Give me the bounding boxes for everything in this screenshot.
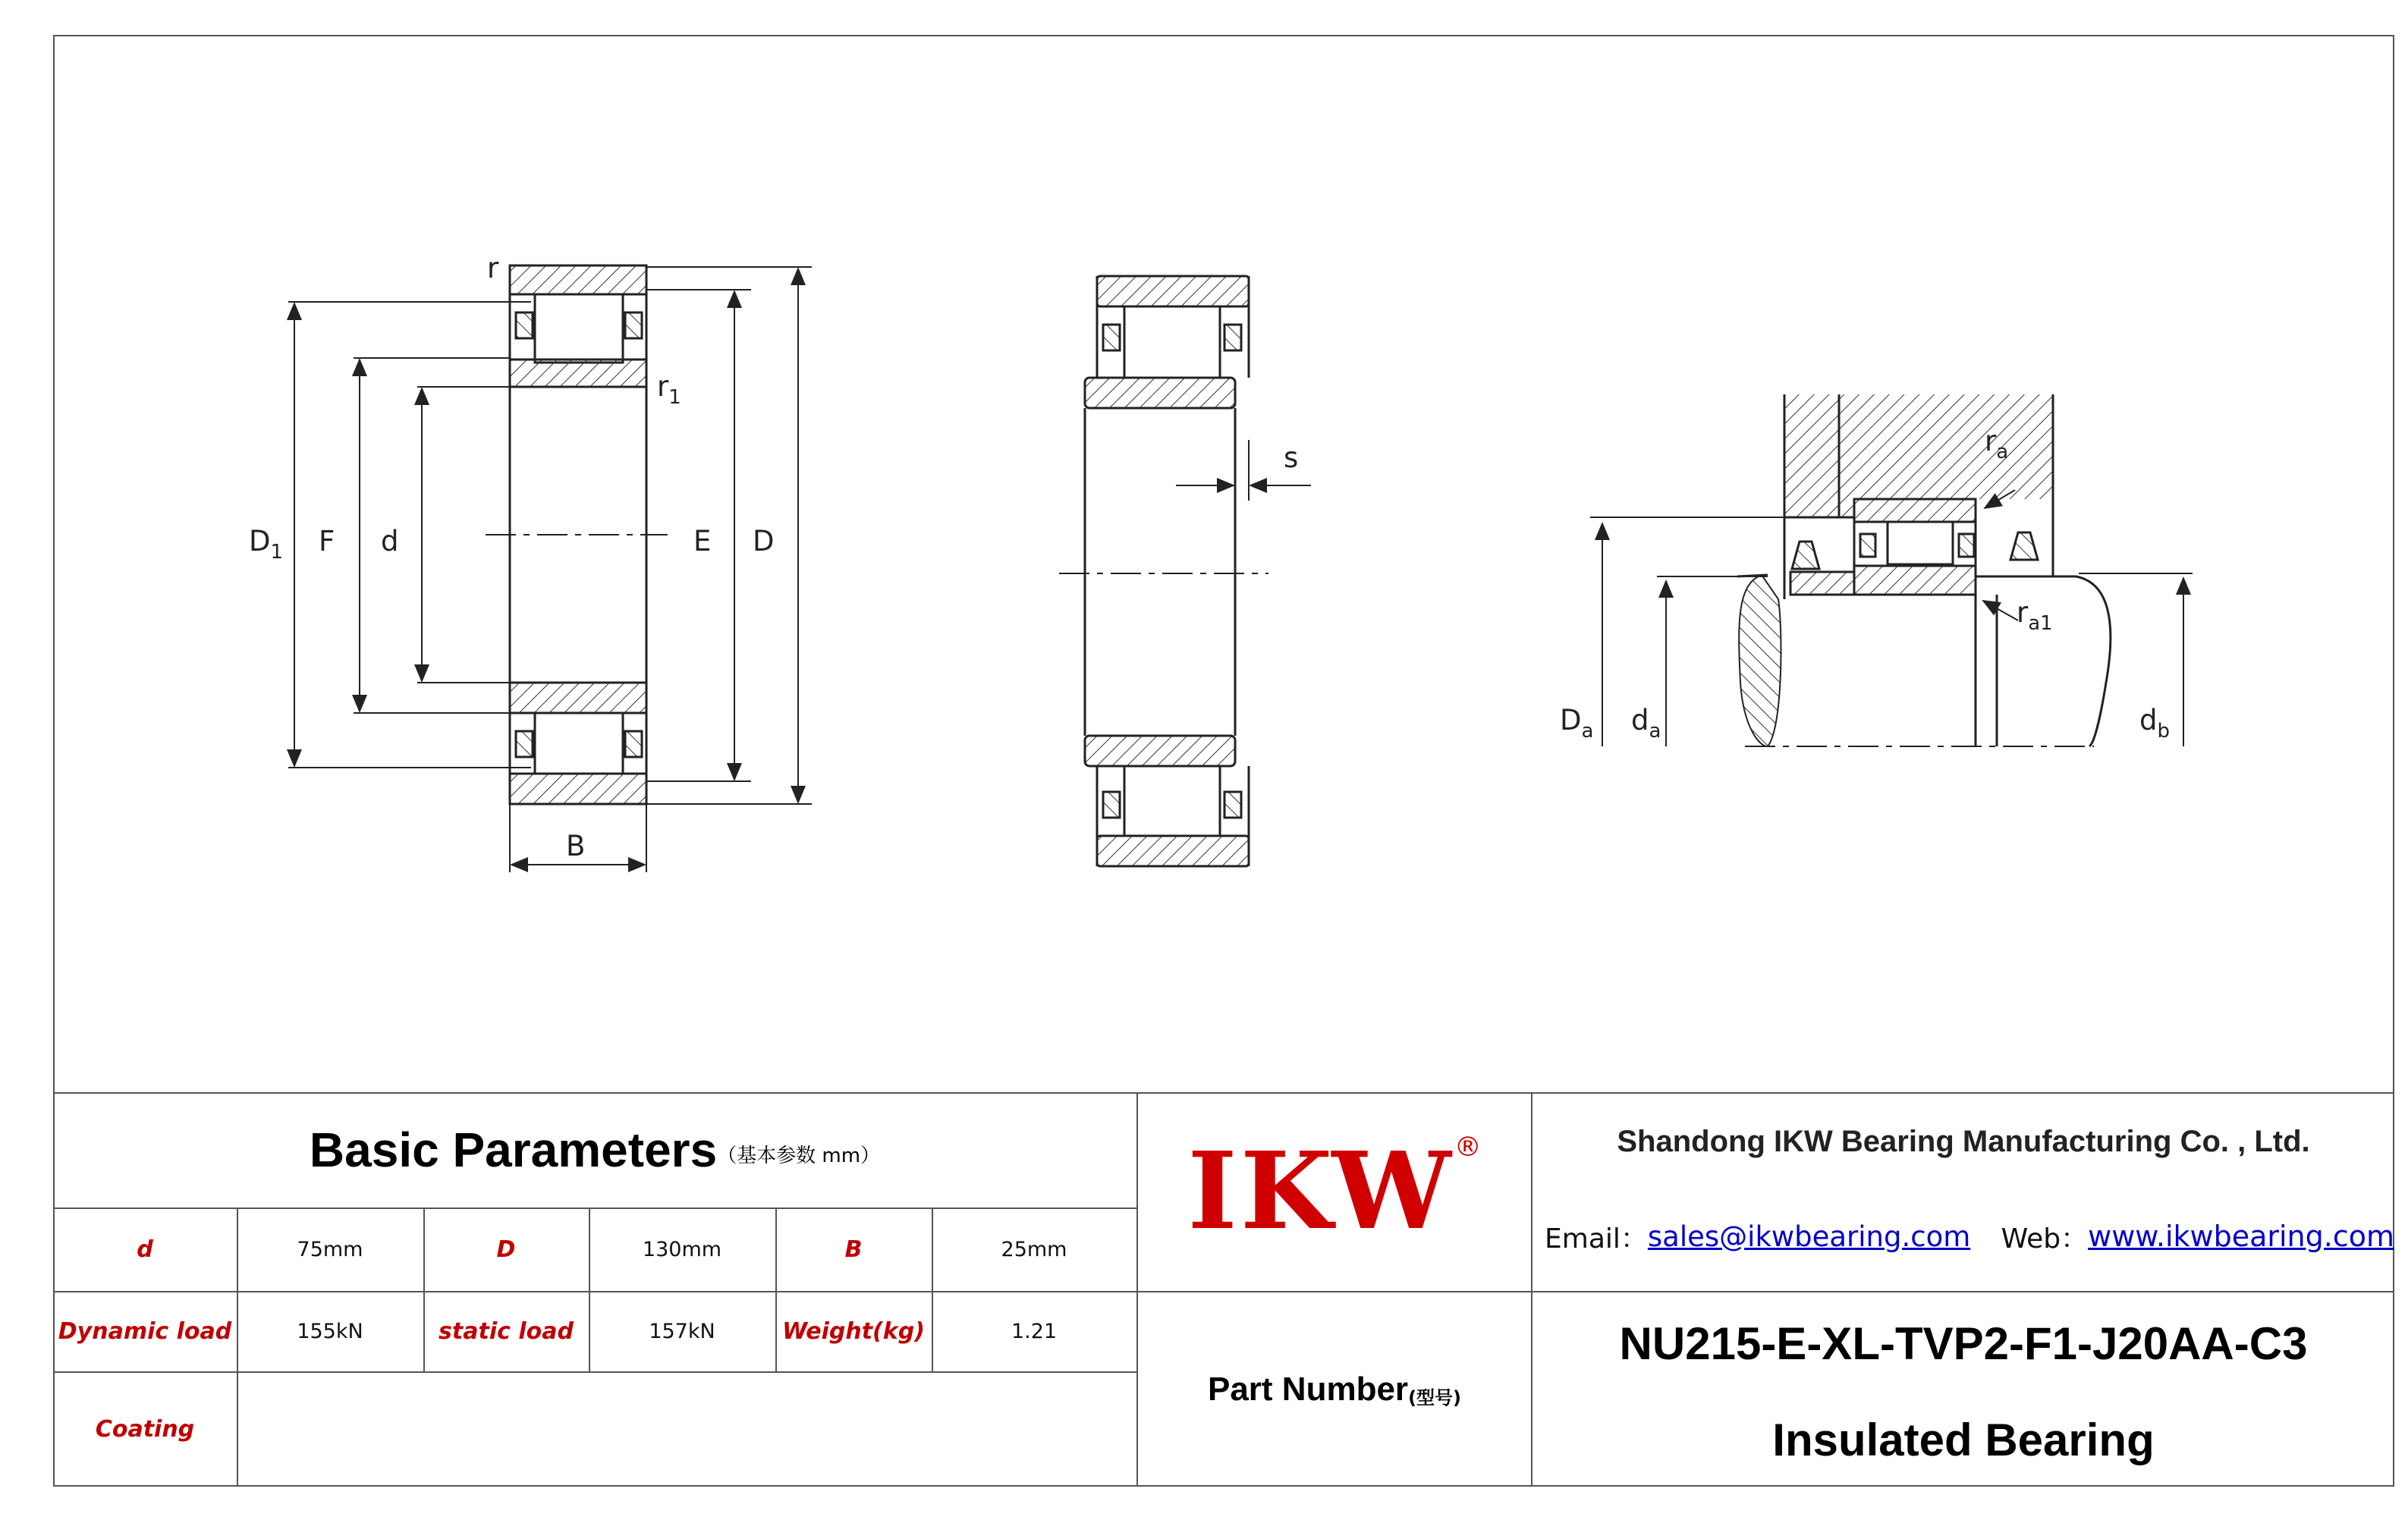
param-value-static-load: 157kN (649, 1319, 715, 1343)
param-label-dynamic-load: Dynamic load (58, 1317, 232, 1345)
param-label-coating: Coating (95, 1415, 195, 1443)
label-Da: $D_a$ (1560, 704, 1594, 743)
company-contacts (1533, 1183, 2394, 1289)
label-s: s (1284, 441, 1299, 474)
param-value-weight: 1.21 (1011, 1319, 1058, 1343)
label-db: $d_b$ (2139, 704, 2171, 743)
email-link[interactable]: sales@ikwbearing.com (1647, 1220, 1971, 1253)
ikw-logo (1138, 1092, 1531, 1291)
view-mounting (1737, 394, 2111, 746)
web-label: Web： (2001, 1223, 2089, 1255)
label-D1: $D_1$ (249, 525, 284, 564)
label-d: d (381, 525, 399, 557)
label-E: E (693, 525, 712, 557)
basic-parameters-title (53, 1092, 1136, 1208)
basic-parameters-note: （基本参数 mm） (717, 1145, 881, 1167)
param-label-static-load: static load (439, 1317, 574, 1345)
label-r1: $r_1$ (657, 370, 681, 409)
ikw-logo-text: IKW (1187, 1129, 1454, 1254)
part-number-value: NU215-E-XL-TVP2-F1-J20AA-C3 (1619, 1317, 2308, 1369)
company-name: Shandong IKW Bearing Manufacturing Co. , Ltd. (1617, 1124, 2310, 1158)
param-value-B: 25mm (1001, 1237, 1067, 1261)
label-ra: $r_a$ (1985, 425, 2009, 463)
label-D: D (753, 525, 775, 557)
title-block (53, 1092, 2394, 1487)
param-value-d: 75mm (297, 1237, 363, 1261)
view-cross-section (486, 265, 668, 804)
web-link[interactable]: www.ikwbearing.com (2088, 1220, 2394, 1253)
label-ra1: $r_{a1}$ (2017, 596, 2053, 635)
basic-parameters-heading: Basic Parameters (309, 1123, 718, 1177)
registered-mark: ® (1454, 1132, 1482, 1163)
part-number-label: Part Number (1207, 1371, 1409, 1408)
part-number-label-cell (1138, 1292, 1531, 1487)
label-F: F (319, 525, 335, 557)
param-label-D: D (496, 1236, 516, 1263)
label-B: B (566, 830, 586, 862)
label-r: r (487, 252, 499, 284)
param-value-coating (237, 1371, 1136, 1487)
param-label-B: B (844, 1236, 863, 1263)
view-axial-displacement (1059, 276, 1268, 866)
param-value-D: 130mm (642, 1237, 722, 1261)
param-label-weight: Weight(kg) (782, 1317, 925, 1345)
bearing-type: Insulated Bearing (1772, 1414, 2155, 1465)
email-label: Email： (1545, 1223, 1648, 1255)
label-da: $d_a$ (1631, 704, 1661, 743)
part-number-label-note: (型号) (1408, 1387, 1461, 1409)
param-value-dynamic-load: 155kN (297, 1319, 363, 1343)
param-label-d: d (137, 1236, 153, 1263)
